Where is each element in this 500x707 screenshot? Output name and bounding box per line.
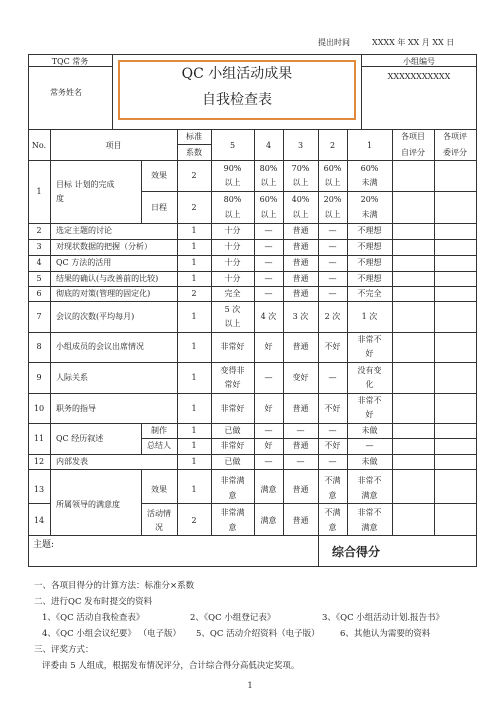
doc-title-1: QC 小组活动成果 xyxy=(181,66,293,82)
row13-b: 满意 xyxy=(260,485,277,494)
row12-b: — xyxy=(264,457,273,466)
row9-a-b: 常好 xyxy=(224,380,241,389)
row2-std: 1 xyxy=(191,226,197,235)
row1-a1-b: 以上 xyxy=(224,178,241,187)
row1-b2: 60% xyxy=(259,195,278,204)
row5-b: — xyxy=(264,274,273,283)
row11-item: QC 经历叙述 xyxy=(56,434,104,443)
col-score-1: 1 xyxy=(366,141,373,150)
row6-d: — xyxy=(328,289,337,298)
row9-d: — xyxy=(328,373,337,382)
group-no-label: 小组编号 xyxy=(403,57,435,66)
row6-e: 不完全 xyxy=(357,289,382,298)
row14-e: 非常不 xyxy=(357,508,382,517)
row3-std: 1 xyxy=(191,242,197,251)
row6-no: 6 xyxy=(36,289,42,298)
row11-std1: 1 xyxy=(191,426,197,435)
row1-std1: 2 xyxy=(191,171,197,180)
row1-c1-b: 以上 xyxy=(292,178,309,187)
row10-d: 不好 xyxy=(324,404,341,413)
row10-e: 非常不 xyxy=(357,396,382,405)
row14-d-b: 意 xyxy=(328,523,337,532)
row14-sub-b: 况 xyxy=(155,523,163,532)
row9-a: 变得非 xyxy=(220,366,245,375)
row1-a1: 90% xyxy=(223,164,242,173)
row6-b: — xyxy=(264,289,273,298)
row6-a: 完全 xyxy=(224,289,241,298)
row1-a2: 80% xyxy=(223,195,242,204)
row8-c: 普通 xyxy=(292,342,309,351)
row11-a1: 已做 xyxy=(224,426,241,435)
row3-e: 不理想 xyxy=(357,242,382,251)
row3-no: 3 xyxy=(36,242,42,251)
row4-b: — xyxy=(264,258,273,267)
note-5: 三、评奖方式： xyxy=(34,645,94,655)
row5-d: — xyxy=(328,274,337,283)
col-score-4: 4 xyxy=(265,141,272,150)
row4-no: 4 xyxy=(36,258,42,267)
row9-b: — xyxy=(264,373,273,382)
row8-b: 好 xyxy=(264,342,273,351)
row8-d: 不好 xyxy=(324,342,341,351)
row1-b1-b: 以上 xyxy=(260,178,277,187)
row3-b: — xyxy=(264,242,273,251)
row11-a2: 非常好 xyxy=(220,441,245,450)
row14-no: 14 xyxy=(33,516,45,525)
col-self: 各项目 xyxy=(401,132,425,141)
row2-a: 十分 xyxy=(224,226,241,235)
row14-a-b: 意 xyxy=(228,523,237,532)
row11-c1: — xyxy=(296,426,305,435)
row12-e: 未做 xyxy=(361,457,378,466)
col-item: 项目 xyxy=(105,141,122,150)
note-3b: 2、《QC 小组登记表》 xyxy=(190,613,276,623)
row11-d1: — xyxy=(328,426,337,435)
row10-e-b: 好 xyxy=(365,410,374,419)
row10-item: 职务的指导 xyxy=(56,404,96,413)
row1-sub1: 效果 xyxy=(151,171,167,180)
row14-d: 不满 xyxy=(324,508,341,517)
note-4a: 4、《QC 小组会议纪要》 （电子版） xyxy=(42,629,182,639)
row1-c2-b: 以上 xyxy=(292,210,309,219)
row6-std: 2 xyxy=(191,289,197,298)
row11-sub2: 总结人 xyxy=(147,441,171,450)
row9-c: 变好 xyxy=(292,373,309,382)
tqc-label: TQC 常务 xyxy=(51,57,89,66)
row7-c: 3 次 xyxy=(292,312,309,321)
note-6: 评委由 5 人组成，根据发布情况评分，合计综合得分高低决定奖项。 xyxy=(42,661,300,671)
theme-label: 主题: xyxy=(33,540,55,550)
col-score-5: 5 xyxy=(229,141,236,150)
row14-c: 普通 xyxy=(292,516,309,525)
row2-no: 2 xyxy=(36,226,42,235)
row5-item: 结果的确认(与改善前的比较) xyxy=(56,274,159,283)
note-4c: 6、其他认为需要的资料 xyxy=(340,629,431,639)
row10-b: 好 xyxy=(264,404,273,413)
row11-c2: 普通 xyxy=(292,441,309,450)
row12-no: 12 xyxy=(33,457,45,466)
row9-e-b: 化 xyxy=(365,380,374,389)
note-1: 一、各项目得分的计算方法：标准分×系数 xyxy=(34,581,195,591)
row1-e2-b: 未满 xyxy=(361,210,378,219)
row1-b1: 80% xyxy=(259,164,278,173)
row1-a2-b: 以上 xyxy=(224,210,241,219)
row14-e-b: 满意 xyxy=(361,523,378,532)
row13-d: 不满 xyxy=(324,476,341,485)
row1-c2: 40% xyxy=(291,195,310,204)
row11-sub1: 制作 xyxy=(151,426,167,435)
submit-time-label: 提出时间 xyxy=(318,38,350,47)
submit-date: XXXX 年 XX 月 XX 日 xyxy=(372,38,455,47)
col-score-2: 2 xyxy=(329,141,336,150)
row5-e: 不理想 xyxy=(357,274,382,283)
row12-item: 内部发表 xyxy=(56,457,88,466)
row1-item: 目标 计划的完成 xyxy=(56,180,115,189)
note-4b: 5、QC 活动介绍资料（电子版） xyxy=(196,629,320,639)
row2-item: 选定主题的讨论 xyxy=(56,226,112,235)
row13-item: 所属领导的满意度 xyxy=(56,500,120,509)
row9-no: 9 xyxy=(36,373,42,382)
row12-std: 1 xyxy=(191,457,197,466)
note-3a: 1、《QC 活动自我检查表》 xyxy=(42,613,145,623)
row4-e: 不理想 xyxy=(357,258,382,267)
row10-a: 非常好 xyxy=(220,404,245,413)
col-std-2: 系数 xyxy=(186,148,202,157)
group-no-value: XXXXXXXXXXX xyxy=(387,72,451,81)
row3-item: 对现状数据的把握（分析） xyxy=(56,242,152,251)
row14-b: 满意 xyxy=(260,516,277,525)
row4-item: QC 方法的活用 xyxy=(56,258,112,267)
row1-d1-b: 以上 xyxy=(324,178,341,187)
row6-item: 彻底的对策(管理的固定化) xyxy=(56,289,151,298)
row1-d2-b: 以上 xyxy=(324,210,341,219)
row13-d-b: 意 xyxy=(328,491,337,500)
row13-no: 13 xyxy=(33,485,45,494)
col-comm: 各项评 xyxy=(443,132,467,141)
col-std: 标准 xyxy=(186,132,202,141)
row3-a: 十分 xyxy=(224,242,241,251)
row8-e-b: 好 xyxy=(365,349,374,358)
row7-a: 5 次 xyxy=(224,305,241,314)
row12-d: — xyxy=(328,457,337,466)
row13-a-b: 意 xyxy=(228,491,237,500)
note-3c: 3、《QC 小组活动计划.报告书》 xyxy=(322,613,445,623)
row9-e: 没有变 xyxy=(357,366,382,375)
row5-no: 5 xyxy=(36,274,42,283)
col-comm-2: 委评分 xyxy=(443,148,467,157)
row1-item-2: 度 xyxy=(56,194,64,203)
row12-c: — xyxy=(296,457,305,466)
row3-d: — xyxy=(328,242,337,251)
row6-c: 普通 xyxy=(292,289,309,298)
row11-b2: 好 xyxy=(264,441,273,450)
row8-std: 1 xyxy=(191,342,197,351)
row14-std: 2 xyxy=(191,516,197,525)
row4-d: — xyxy=(328,258,337,267)
row11-no: 11 xyxy=(33,434,45,443)
row13-std: 1 xyxy=(191,485,197,494)
row8-no: 8 xyxy=(36,342,42,351)
row1-d1: 60% xyxy=(323,164,342,173)
row1-c1: 70% xyxy=(291,164,310,173)
row1-std2: 2 xyxy=(191,203,197,212)
row10-c: 普通 xyxy=(292,404,309,413)
row1-e2: 20% xyxy=(360,195,379,204)
row11-d2: 不好 xyxy=(324,441,341,450)
note-2: 二、进行QC 发布时提交的资料 xyxy=(34,597,153,607)
row9-std: 1 xyxy=(191,373,197,382)
row2-b: — xyxy=(264,226,273,235)
row2-c: 普通 xyxy=(292,226,309,235)
row9-item: 人际关系 xyxy=(56,373,88,382)
leader-name-label: 常务姓名 xyxy=(50,88,82,97)
row4-c: 普通 xyxy=(292,258,309,267)
row12-a: 已做 xyxy=(224,457,241,466)
row10-no: 10 xyxy=(33,404,45,413)
row3-c: 普通 xyxy=(292,242,309,251)
total-score-label: 综合得分 xyxy=(332,545,381,559)
row1-e1: 60% xyxy=(360,164,379,173)
row10-std: 1 xyxy=(191,404,197,413)
row7-no: 7 xyxy=(36,312,42,321)
row11-e2: — xyxy=(365,441,374,450)
row1-d2: 20% xyxy=(323,195,342,204)
doc-title-2: 自我检查表 xyxy=(202,92,272,108)
row1-sub2: 日程 xyxy=(151,203,167,212)
row7-a-b: 以上 xyxy=(224,319,241,328)
row8-item: 小组成员的会议出席情况 xyxy=(56,342,144,351)
row11-std2: 1 xyxy=(191,441,197,450)
row4-a: 十分 xyxy=(224,258,241,267)
row7-item: 会议的次数(平均每月) xyxy=(56,312,135,321)
col-no: No. xyxy=(31,141,47,150)
row1-b2-b: 以上 xyxy=(260,210,277,219)
row1-e1-b: 未满 xyxy=(361,178,378,187)
row13-e: 非常不 xyxy=(357,476,382,485)
row7-d: 2 次 xyxy=(324,312,341,321)
row8-e: 非常不 xyxy=(357,335,382,344)
row11-e1: 未做 xyxy=(361,426,378,435)
row8-a: 非常好 xyxy=(220,342,245,351)
page-number: 1 xyxy=(247,681,253,690)
row13-e-b: 满意 xyxy=(361,491,378,500)
row5-c: 普通 xyxy=(292,274,309,283)
row7-b: 4 次 xyxy=(260,312,277,321)
row7-std: 1 xyxy=(191,312,197,321)
row7-e: 1 次 xyxy=(361,312,378,321)
row4-std: 1 xyxy=(191,258,197,267)
col-score-3: 3 xyxy=(297,141,304,150)
row2-d: — xyxy=(328,226,337,235)
col-self-2: 自评分 xyxy=(401,148,425,157)
row2-e: 不理想 xyxy=(357,226,382,235)
row14-a: 非常满 xyxy=(220,508,245,517)
row14-sub: 活动情 xyxy=(147,509,171,518)
row5-std: 1 xyxy=(191,274,197,283)
row13-sub1: 效果 xyxy=(151,485,167,494)
row5-a: 十分 xyxy=(224,274,241,283)
row1-no: 1 xyxy=(36,187,42,196)
row13-c: 普通 xyxy=(292,485,309,494)
row13-a: 非常满 xyxy=(220,476,245,485)
row11-b1: — xyxy=(264,426,273,435)
